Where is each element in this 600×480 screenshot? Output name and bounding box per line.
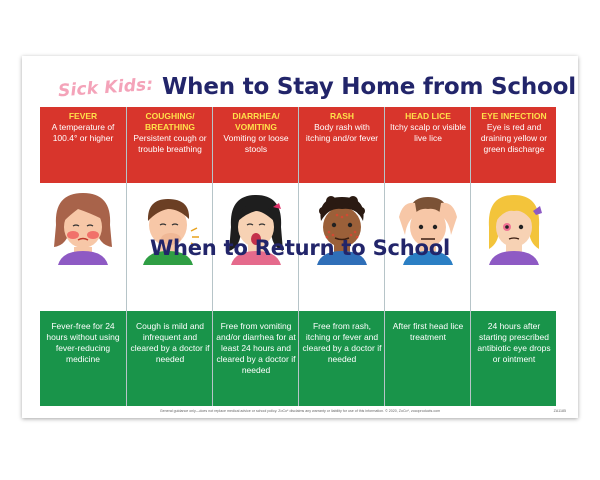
sick-kids-poster <box>22 56 578 418</box>
column-return: Free from rash, itching or fever and cleared by a doctor if needed <box>302 321 382 364</box>
column-return: Free from vomiting and/or diarrhea for at least 24 hours and cleared by a doctor if needed <box>216 321 296 375</box>
column-return: After first head lice treatment <box>392 321 464 342</box>
column-heading: DIARRHEA/ VOMITING <box>232 111 280 132</box>
column-description: Itchy scalp or visible live lice <box>389 122 467 143</box>
column-return: 24 hours after starting prescribed antibiotic eye drops or ointment <box>477 321 551 364</box>
return-title: When to Return to School <box>150 236 450 260</box>
poster-kicker: Sick Kids: <box>57 74 155 102</box>
column-heading: FEVER <box>68 111 98 121</box>
column-heading: RASH <box>329 111 355 121</box>
column-return: Cough is mild and infrequent and cleared by a doctor if needed <box>130 321 210 364</box>
product-code: ZA1185 <box>553 409 566 413</box>
column-heading: COUGHING/ BREATHING <box>145 111 195 132</box>
column-description: Body rash with itching and/or fever <box>305 122 379 143</box>
column-heading: EYE INFECTION <box>481 111 547 121</box>
poster-title: When to Stay Home from School <box>162 74 576 100</box>
column-description: Eye is red and draining yellow or green discharge <box>480 122 548 154</box>
column-description: A temperature of 100.4° or higher <box>51 122 115 143</box>
column-description: Persistent cough or trouble breathing <box>133 133 207 154</box>
column-heading: HEAD LICE <box>405 111 451 121</box>
disclaimer-text: General guidance only—does not replace medical advice or school policy. ZoCo* disclaims any warranty or liability for use of this information. © 2020, ZoCo*, zocoproducts.com <box>159 409 441 413</box>
column-description: Vomiting or loose stools <box>223 133 289 154</box>
column-return: Fever-free for 24 hours without using fever-reducing medicine <box>46 321 120 364</box>
